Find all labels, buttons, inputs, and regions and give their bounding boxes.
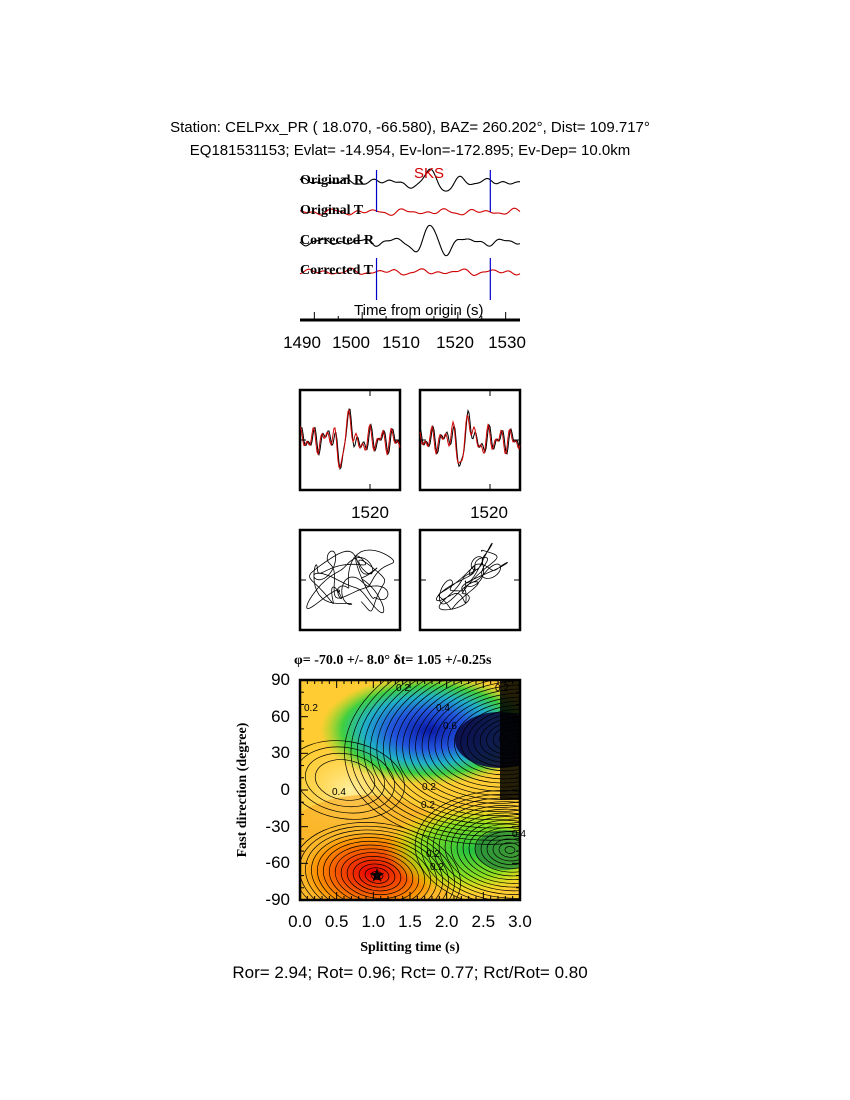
grid-y-tick-label: -30 [265,816,290,836]
label-corrected-r: Corrected R [300,233,374,248]
contour-label: 0.6 [443,721,457,732]
particle-motion-original [300,530,400,630]
label-original-t: Original T [300,203,364,218]
phase-label: SKS [414,165,445,182]
grid-x-axis-label: Splitting time (s) [360,940,460,955]
grid-x-tick-label: 1.5 [398,912,422,931]
grid-y-axis-label: Fast direction (degree) [235,722,250,858]
grid-y-tick-label: 0 [280,780,290,799]
contour-label: 0.4 [436,703,450,714]
contour-label: 0.2 [422,782,436,793]
grid-y-tick-label: -90 [265,890,290,909]
event-header: EQ181531153; Evlat= -14.954, Ev-lon=-172.895; Ev-Dep= 10.0km [189,142,631,159]
grid-y-tick-label: 30 [271,743,290,763]
particle-motion-corrected [420,530,520,630]
grid-x-tick-label: 3.0 [508,912,532,931]
waveform-panel-corrected [420,390,520,490]
grid-x-tick-label: 2.5 [471,912,496,931]
contour-label: 0.2 [396,683,410,694]
time-tick-label: 1510 [382,333,420,352]
label-original-r: Original R [300,173,365,188]
contour-label: 0.8 [504,716,518,727]
contour-label: 0.2 [421,800,435,811]
contour-label: 0.2 [304,703,318,714]
time-axis-label: Time from origin (s) [354,302,484,319]
grid-y-tick-label: -60 [265,853,290,873]
time-tick-label: 1520 [436,333,474,352]
grid-x-tick-label: 1.0 [361,912,386,931]
waveform-tick-label-corrected: 1520 [470,503,508,522]
grid-y-tick-label: 90 [271,670,290,689]
time-tick-label: 1500 [332,333,370,352]
splitting-result-title: φ= -70.0 +/- 8.0° δt= 1.05 +/-0.25s [294,653,492,668]
particle-motion-box-corrected [420,530,520,630]
waveform-line [300,410,400,467]
grid-x-tick-label: 0.5 [324,912,349,931]
grid-x-tick-label: 0.0 [288,912,312,931]
label-corrected-t: Corrected T [300,263,373,278]
waveform-panel-original [300,390,400,490]
contour-label: 0.2 [430,862,444,873]
ratio-footer: Ror= 2.94; Rot= 0.96; Rct= 0.77; Rct/Rot= 0.80 [232,963,588,982]
contour-label: 0.4 [512,829,526,840]
time-tick-label: 1530 [488,333,526,352]
contour-label: 0.2 [495,683,509,694]
waveform-tick-label-original: 1520 [351,503,389,522]
grid-x-tick-label: 2.0 [434,912,459,931]
contour-label: 0.4 [332,787,346,798]
particle-motion-line [436,543,507,610]
particle-motion-line [307,550,394,613]
time-tick-label: 1490 [283,333,321,352]
contour-label: 0.2 [426,849,440,860]
waveform-line [420,411,520,467]
station-header: Station: CELPxx_PR ( 18.070, -66.580), BAZ= 260.202°, Dist= 109.717° [170,119,650,136]
grid-y-tick-label: 60 [271,706,290,726]
